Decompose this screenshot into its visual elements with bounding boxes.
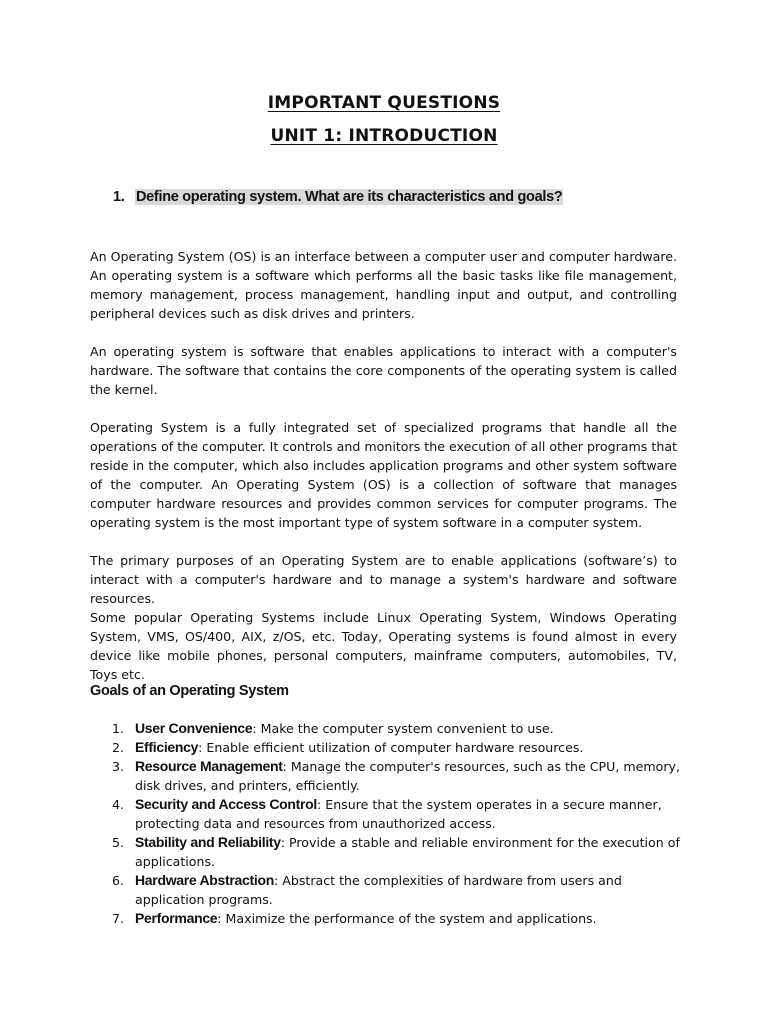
document-title: IMPORTANT QUESTIONS [267,93,501,113]
goal-number: 2. [112,740,125,755]
goal-number: 4. [112,797,125,812]
goal-description: : Make the computer system convenient to use. [252,721,554,736]
paragraph-kernel: An operating system is software that enables applications to interact with a computer's hardware. The software that contains the core components of the operating system is called the kernel. [90,344,677,397]
paragraph-popular-os: Some popular Operating Systems include Linux Operating System, Windows Operating System, VMS, OS/400, AIX, z/OS, etc. Today, Operating systems is found almost in every device like mobile phones, personal computers, mainframe computers, automobiles, TV, Toys etc. [90,610,677,682]
goal-description: : Provide a stable and reliable environment for the execution of applications. [135,835,680,869]
goal-description: : Abstract the complexities of hardware from users and application programs. [135,873,622,907]
goal-term: Performance [135,910,218,926]
goal-item [90,871,690,909]
paragraph-purposes-and-examples [90,551,677,684]
question-number: 1. [113,189,125,205]
goal-description: : Enable efficient utilization of computer hardware resources. [198,740,584,755]
paragraph-integrated-programs: Operating System is a fully integrated set of specialized programs that handle all the operations of the computer. It controls and monitors the execution of all other programs that reside in the computer, which also includes application programs and other system software of the computer. An Operating System (OS) is a collection of software that manages computer hardware resources and provides common services for computer programs. The operating system is the most important type of system software in a computer system. [90,420,677,530]
goal-term: Hardware Abstraction [135,872,274,888]
paragraph-definition: An Operating System (OS) is an interface between a computer user and computer hardware. An operating system is a software which performs all the basic tasks like file management, memory management, process management, handling input and output, and controlling peripheral devices such as disk drives and printers. [90,249,677,321]
goal-item [90,909,690,928]
question-heading [113,189,563,205]
goals-heading: Goals of an Operating System [90,683,289,699]
goal-item [90,738,690,757]
goal-term: Security and Access Control [135,796,317,812]
goal-item [90,719,690,738]
goal-term: Stability and Reliability [135,834,281,850]
goal-description: : Manage the computer's resources, such as the CPU, memory, disk drives, and printers, efficiently. [135,759,680,793]
goal-number: 1. [112,721,125,736]
goal-description: : Ensure that the system operates in a secure manner, protecting data and resources from unauthorized access. [135,797,662,831]
paragraph-purposes: The primary purposes of an Operating System are to enable applications (software’s) to interact with a computer's hardware and to manage a system's hardware and software resources. [90,553,677,606]
goal-item [90,757,690,795]
goals-list [90,719,690,928]
goal-term: User Convenience [135,720,253,736]
goal-description: : Maximize the performance of the system and applications. [217,911,597,926]
document-subtitle: UNIT 1: INTRODUCTION [270,126,498,146]
goal-number: 3. [112,759,125,774]
goal-number: 6. [112,873,125,888]
goal-number: 7. [112,911,125,926]
question-text: Define operating system. What are its characteristics and goals? [136,189,563,205]
goal-number: 5. [112,835,125,850]
goal-term: Efficiency [135,739,199,755]
goal-item [90,795,690,833]
goal-item [90,833,690,871]
goal-term: Resource Management [135,758,283,774]
